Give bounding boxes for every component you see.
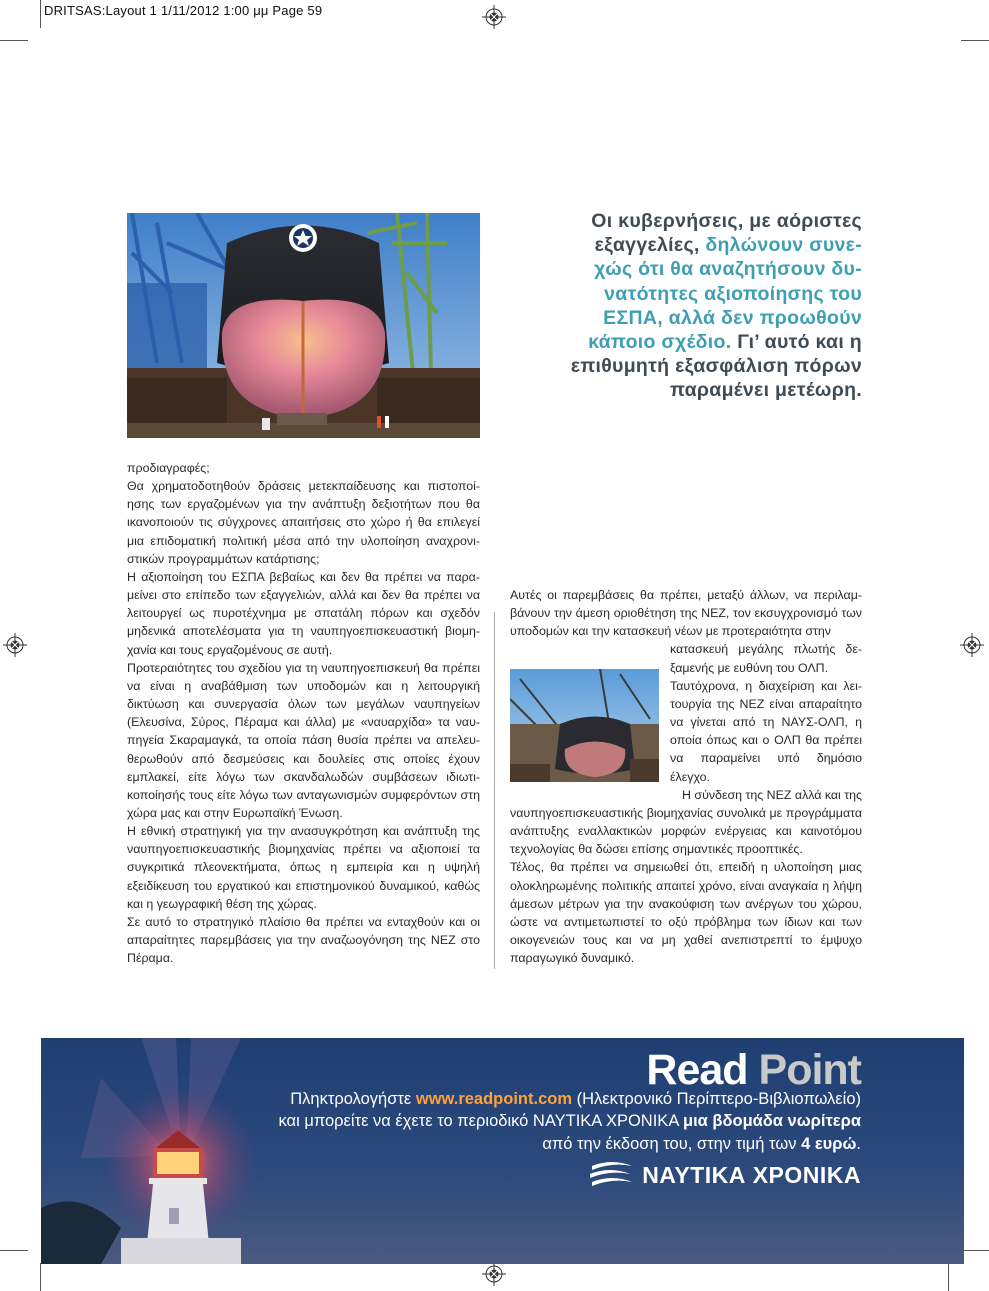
article-column-left [127,459,480,967]
shipyard-photo [510,669,659,782]
registration-mark-icon [482,5,506,29]
readpoint-advertisement[interactable] [41,1038,964,1264]
paragraph: Η σύνδεση της ΝΕΖ αλλά και της [682,787,862,802]
readpoint-logo: Read Point [646,1046,861,1094]
pull-quote: Οι κυβερνήσεις, με αόριστες εξαγγελίες, δηλώνουν συνε- χώς ότι θα αναζητήσουν δυ- νατότητες αξιοποίησης του ΕΣΠΑ, αλλά δεν προωθούν κάποιο σχέδιο. Γι’ αυτό και η επιθυμητή εξασφάλιση πόρων παραμένει μετέωρη. [570,210,862,402]
crop-mark [961,40,989,41]
crop-mark [40,1263,41,1291]
paragraph: Προτεραιότητες του σχεδίου για τη ναυπηγοεπισκευή θα πρέπει να είναι η αναβάθμιση των υποδομών και η λειτουργική δικτύωση και συνεργασία όλων των μεγάλων ναυπηγείων (Ελευσίνα, Σύρος, Πέραμα και άλλα) με «ναυαρχίδα» τα ναυπηγεία Σκαραμαγκά, τα οποία πάση θυσία πρέπει να απελευθερωθούν από δεσμεύσεις και δουλείες στις οποίες έχουν εμπλακεί, είτε λόγω των σκανδαλωδών συμβάσεων ιδιωτικοποίησής τους είτε λόγω των ανταγωνισμών συμφερόντων στη χώρα μας και στην Ευρωπαϊκή Ένωση. [127,660,480,820]
column-divider [494,612,495,969]
paragraph: Θα χρηματοδοτηθούν δράσεις μετεκπαίδευσης και πιστοποίησης των εργαζομένων για την ανάπτυξη δεξιοτήτων που θα ικανοποιούν τις σύγχρονες απαιτήσεις στο χώρο ή θα επιλεγεί μια επιδοματική πολιτική μέσα από την υλοποίηση αναχρονιστικών προγραμμάτων κατάρτισης; [127,479,480,566]
paragraph: Ταυτόχρονα, η διαχείριση και λειτουργία της ΝΕΖ είναι απαραίτητο να γίνεται από τη ΝΑΥΣ-ΟΛΠ, η οποία όπως και ο ΟΛΠ θα πρέπει να παραμείνει υπό δημόσιο έλεγχο. [670,678,862,784]
wave-icon [588,1160,634,1190]
ad-line-2: και μπορείτε να έχετε το περιοδικό ΝΑΥΤΙΚΑ ΧΡΟΝΙΚΑ μια βδομάδα νωρίτερα [278,1112,861,1130]
naftika-chronika-logo: ΝΑΥΤΙΚΑ ΧΡΟΝΙΚΑ [588,1160,861,1190]
registration-mark-icon [482,1262,506,1286]
paragraph: κατασκευή μεγάλης πλωτής δεξαμενής με ευθύνη του ΟΛΠ. [670,642,862,675]
paragraph: Η αξιοποίηση του ΕΣΠΑ βεβαίως και δεν θα πρέπει να παραμείνει στο επίπεδο των εξαγγελιών, αλλά και δεν θα πρέπει να λειτουργεί ως πυροτέχνημα με σπατάλη πόρων και σχεδόν μηδενικά αποτελέσματα για τη ναυπηγοεπισκευαστική βιομηχανία και τους εργαζομένους σε αυτή. [127,569,480,657]
ad-line-3: από την έκδοση του, στην τιμή των 4 ευρώ. [542,1135,861,1153]
crop-mark [40,0,41,28]
paragraph: Τέλος, θα πρέπει να σημειωθεί ότι, επειδή η υλοποίηση μιας ολοκληρωμένης πολιτικής απαιτεί χρόνο, είναι αναγκαία η λήψη άμεσων μέτρων για την ανακούφιση των ανέργων του χώρου, ώστε να αντιμετωπιστεί το οξύ πρόβλημα των ίδιων και των οικογενειών τους και να μη χαθεί ανεπιστρεπτί το έμψυχο παραγωγικό δυναμικό. [510,860,862,966]
registration-mark-icon [960,633,984,657]
paragraph: Αυτές οι παρεμβάσεις θα πρέπει, μεταξύ άλλων, να περιλαμβάνουν την άμεση οριοθέτηση της ΝΕΖ, τον εκσυγχρονισμό των υποδομών και την κατασκευή νέων με προτεραιότητα στην [510,588,862,639]
paragraph: Σε αυτό το στρατηγικό πλαίσιο θα πρέπει να ενταχθούν και οι απαραίτητες παρεμβάσεις για την αναζωογόνηση της ΝΕΖ στο Πέραμα. [127,914,480,966]
paragraph: ναυπηγοεπισκευαστικής βιομηχανίας συνολικά με προγράμματα ανάπτυξης εναλλακτικών μορφών ενέργειας και καινοτόμου τεχνολογίας θα δώσει επίσης σημαντικές προοπτικές. [510,805,862,857]
slug-line: DRITSAS:Layout 1 1/11/2012 1:00 μμ Page 59 [44,3,323,18]
crop-mark [961,1250,989,1251]
crop-mark [0,1250,28,1251]
ad-line-1: Πληκτρολογήστε www.readpoint.com (Ηλεκτρονικό Περίπτερο-Βιβλιοπωλείο) [290,1090,861,1108]
registration-mark-icon [3,633,27,657]
crop-mark [948,1263,949,1291]
crop-mark [0,40,28,41]
paragraph: Η εθνική στρατηγική για την ανασυγκρότηση και ανάπτυξη της ναυπηγοεπισκευαστικής βιομηχανίας πρέπει να αξιοποιεί τα συγκριτικά πλεονεκτήματα, όπως η εμπειρία και η υψηλή εξειδίκευση του εργατικού και επιστημονικού δυναμικού, καθώς και η γεωγραφική θέση της χώρας. [127,824,480,911]
ship-drydock-photo [127,213,480,438]
paragraph: προδιαγραφές; [127,461,210,475]
readpoint-link[interactable]: www.readpoint.com [415,1090,573,1108]
